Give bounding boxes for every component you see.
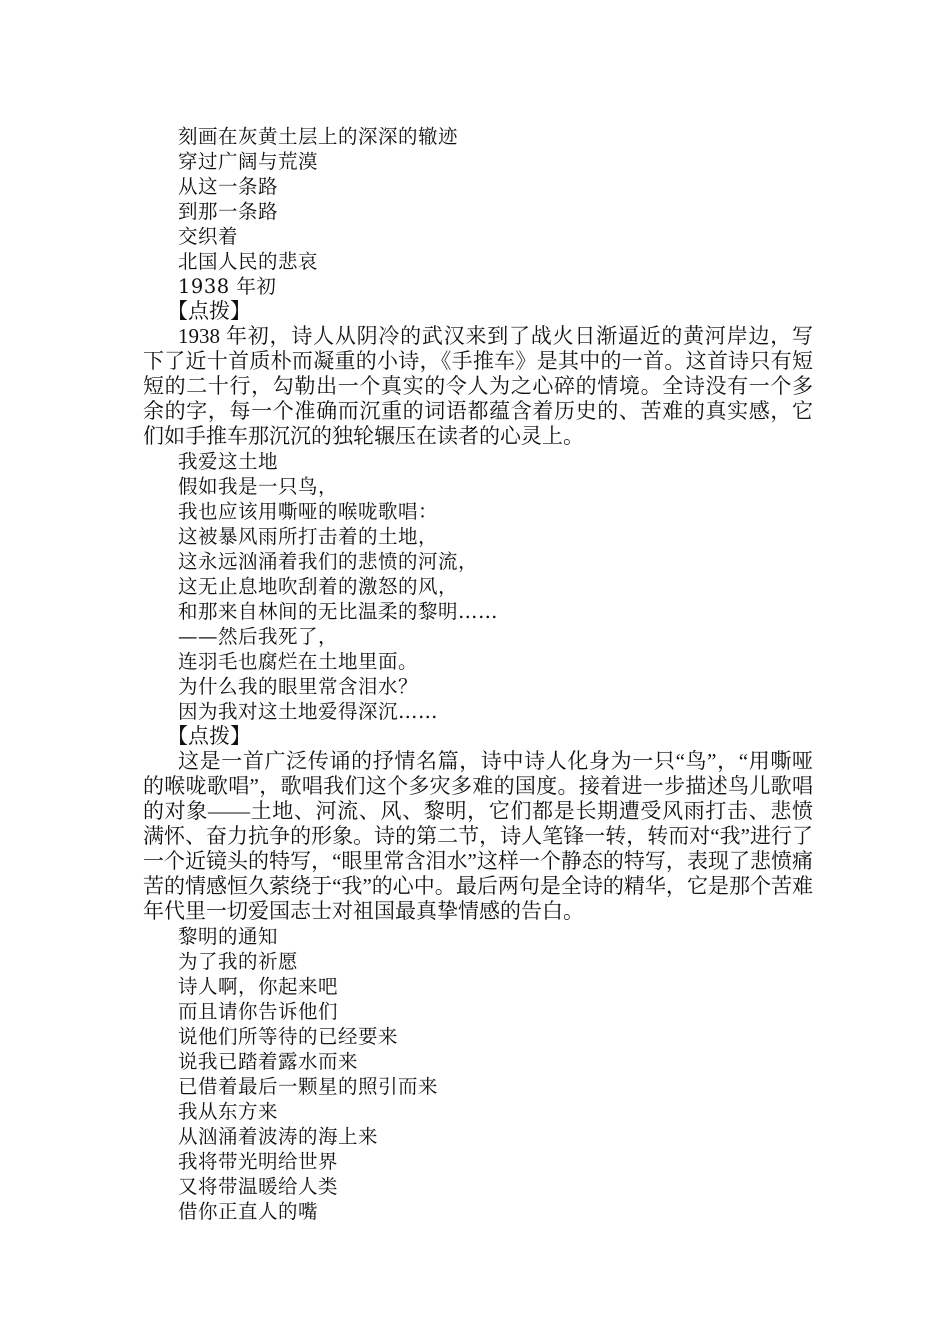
poem-line: 因为我对这土地爱得深沉……: [178, 700, 439, 723]
poem-date: 1938 年初: [178, 275, 277, 298]
document-body: [143, 124, 813, 1224]
poem-line: ——然后我死了，: [178, 625, 339, 648]
poem-line: 这被暴风雨所打击着的土地，: [178, 525, 439, 548]
poem-line: 连羽毛也腐烂在土地里面。: [178, 650, 419, 673]
poem-line: 为了我的祈愿: [178, 950, 299, 973]
poem-i-love-this-land: [143, 449, 813, 724]
commentary-paragraph: 1938 年初，诗人从阴冷的武汉来到了战火日渐逼近的黄河岸边，写下了近十首质朴而凝重的小诗，《手推车》是其中的一首。这首诗只有短短的二十行，勾勒出一个真实的令人为之心碎的情境。全诗没有一个多余的字，每一个准确而沉重的词语都蕴含着历史的、苦难的真实感，它们如手推车那沉沉的独轮辗压在读者的心灵上。: [143, 324, 813, 448]
poem-line: 又将带温暖给人类: [178, 1175, 339, 1198]
poem-line: 为什么我的眼里常含泪水？: [178, 675, 419, 698]
commentary-tag: 【点拨】: [167, 724, 251, 748]
poem-line: 说我已踏着露水而来: [178, 1050, 359, 1073]
poem-line: 这无止息地吹刮着的激怒的风，: [178, 575, 459, 598]
poem-line: 从汹涌着波涛的海上来: [178, 1125, 379, 1148]
poem-line: 到那一条路: [178, 200, 279, 223]
poem-title: 我爱这土地: [178, 450, 279, 473]
poem-line: 我将带光明给世界: [178, 1150, 339, 1173]
commentary-tag: 【点拨】: [167, 299, 251, 323]
poem-line: 我也应该用嘶哑的喉咙歌唱：: [178, 500, 439, 523]
poem-line: 说他们所等待的已经要来: [178, 1025, 399, 1048]
commentary-paragraph: 这是一首广泛传诵的抒情名篇，诗中诗人化身为一只“鸟”，“用嘶哑的喉咙歌唱”，歌唱我们这个多灾多难的国度。接着进一步描述鸟儿歌唱的对象——土地、河流、风、黎明，它们都是长期遭受风雨打击、悲愤满怀、奋力抗争的形象。诗的第二节，诗人笔锋一转，转而对“我”进行了一个近镜头的特写，“眼里常含泪水”这样一个静态的特写，表现了悲愤痛苦的情感恒久萦绕于“我”的心中。最后两句是全诗的精华，它是那个苦难年代里一切爱国志士对祖国最真挚情感的告白。: [143, 749, 813, 923]
poem-line: 已借着最后一颗星的照引而来: [178, 1075, 439, 1098]
poem-line: 交织着: [178, 225, 239, 248]
poem-title: 黎明的通知: [178, 925, 279, 948]
poem-line: 穿过广阔与荒漠: [178, 150, 319, 173]
poem-line: 刻画在灰黄土层上的深深的辙迹: [178, 125, 459, 148]
poem-excerpt-handcart: [143, 124, 813, 299]
poem-line: 借你正直人的嘴: [178, 1200, 319, 1223]
poem-line: 假如我是一只鸟，: [178, 475, 339, 498]
poem-dawn-notice: [143, 924, 813, 1224]
poem-line: 和那来自林间的无比温柔的黎明……: [178, 600, 499, 623]
poem-line: 从这一条路: [178, 175, 279, 198]
poem-line: 而且请你告诉他们: [178, 1000, 339, 1023]
poem-line: 这永远汹涌着我们的悲愤的河流，: [178, 550, 479, 573]
poem-line: 北国人民的悲哀: [178, 250, 319, 273]
poem-line: 诗人啊，你起来吧: [178, 975, 339, 998]
poem-line: 我从东方来: [178, 1100, 279, 1123]
